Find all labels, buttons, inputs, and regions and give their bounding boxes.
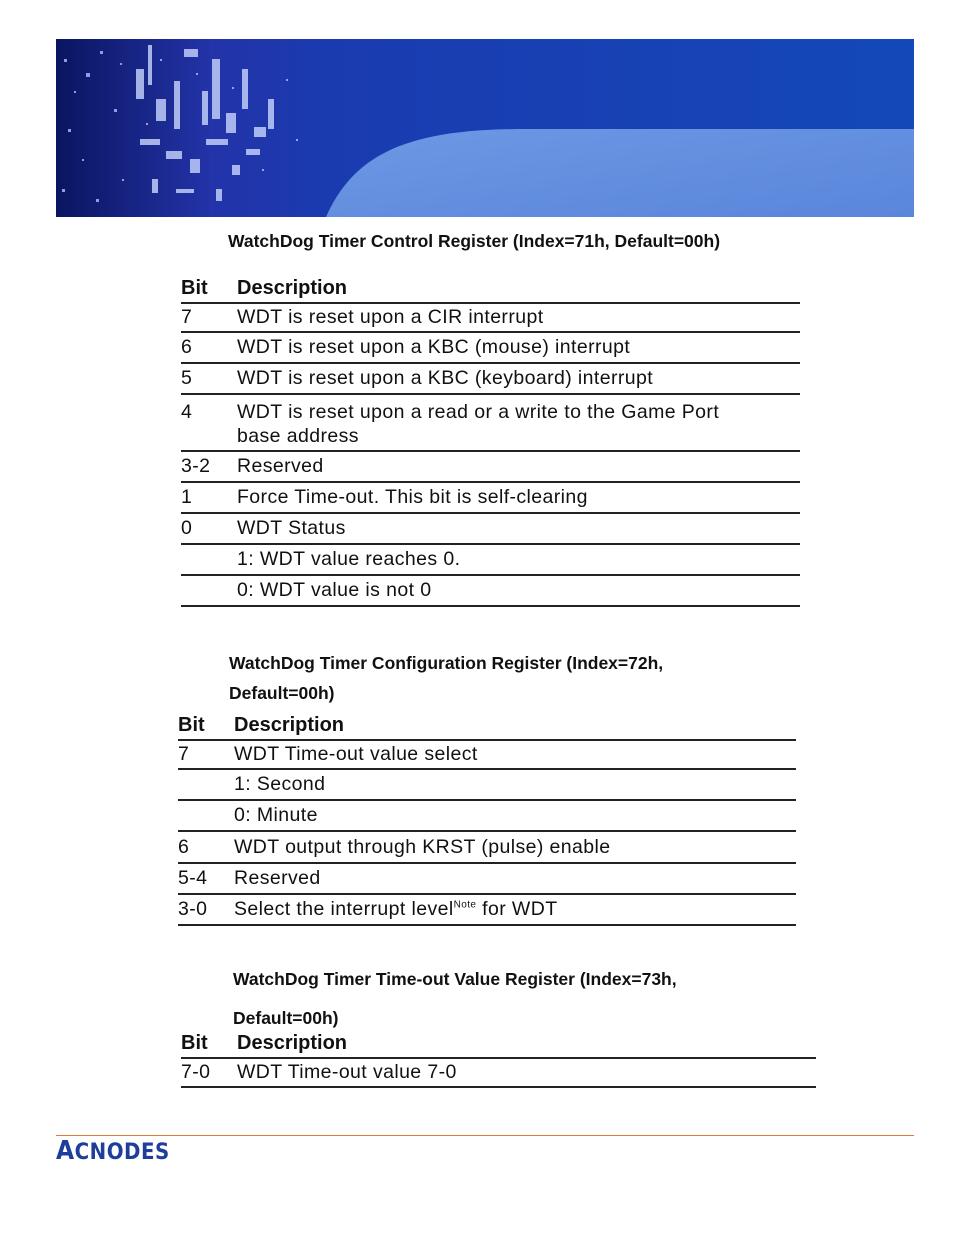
section-title-configuration-register <box>229 648 663 708</box>
table-row <box>181 395 800 452</box>
bit-cell: 3-2 <box>181 455 211 477</box>
description-cell <box>234 898 796 921</box>
section-title-line: WatchDog Timer Configuration Register (Index=72h, <box>229 653 664 673</box>
column-header-description: Description <box>234 714 345 736</box>
section-title-line: WatchDog Timer Control Register (Index=71h, Default=00h) <box>228 231 721 251</box>
description-cell <box>234 804 796 827</box>
description-line: Force Time-out. This bit is self-clearing <box>237 486 588 508</box>
section-title-control-register <box>228 231 720 252</box>
bit-cell: 4 <box>181 401 193 423</box>
description-line: WDT Time-out value select <box>234 743 478 765</box>
description-text: Select the interrupt level <box>234 898 454 920</box>
table-row <box>178 864 796 895</box>
column-header-bit: Bit <box>181 1032 208 1054</box>
description-line: Reserved <box>234 867 321 889</box>
description-line: WDT Time-out value 7-0 <box>237 1061 457 1083</box>
table-header <box>181 1029 816 1059</box>
section-title-line: Default=00h) <box>233 1008 339 1028</box>
table-header <box>181 274 800 304</box>
description-line: 1: Second <box>234 773 326 795</box>
table-row <box>178 770 796 801</box>
description-cell <box>237 336 800 359</box>
logo-rest: CNODES <box>74 1140 170 1165</box>
table-row <box>181 333 800 364</box>
column-header-description: Description <box>237 277 348 299</box>
control-register-table <box>181 274 800 607</box>
circuit-board-banner-image <box>56 39 914 217</box>
table-row <box>178 832 796 864</box>
description-line: WDT Status <box>237 517 346 539</box>
timeout-value-register-table <box>181 1029 816 1088</box>
table-row <box>181 364 800 395</box>
bit-cell: 7 <box>178 743 190 765</box>
description-cell <box>237 306 800 329</box>
bit-cell: 7 <box>181 306 193 328</box>
description-cell <box>234 836 796 859</box>
description-cell <box>234 867 796 890</box>
note-superscript: Note <box>453 899 477 911</box>
column-header-description: Description <box>237 1032 348 1054</box>
description-line: WDT is reset upon a KBC (mouse) interrupt <box>237 336 631 358</box>
description-line: base address <box>237 425 359 447</box>
header-banner <box>56 39 914 217</box>
description-cell <box>237 455 800 478</box>
bit-cell: 3-0 <box>178 898 208 920</box>
description-cell <box>234 743 796 766</box>
description-line: Reserved <box>237 455 324 477</box>
description-cell <box>237 486 800 509</box>
acnodes-logo <box>56 1138 170 1164</box>
table-row <box>181 514 800 545</box>
description-cell <box>237 1061 816 1084</box>
description-cell <box>237 367 800 390</box>
section-title-timeout-value-register <box>233 960 677 1038</box>
description-line: WDT is reset upon a CIR interrupt <box>237 306 544 328</box>
bit-cell: 1 <box>181 486 193 508</box>
description-cell <box>234 773 796 796</box>
table-row <box>178 741 796 770</box>
description-cell <box>237 548 800 571</box>
bit-cell: 7-0 <box>181 1061 211 1083</box>
bit-cell: 0 <box>181 517 193 539</box>
description-line: 1: WDT value reaches 0. <box>237 548 461 570</box>
table-row <box>181 1059 816 1088</box>
table-row <box>178 801 796 832</box>
column-header-bit: Bit <box>181 277 208 299</box>
description-line: WDT is reset upon a KBC (keyboard) interrupt <box>237 367 654 389</box>
logo-text <box>56 1136 170 1166</box>
configuration-register-table <box>178 711 796 926</box>
table-header <box>178 711 796 741</box>
bit-cell: 6 <box>181 336 193 358</box>
table-row <box>181 545 800 576</box>
table-row <box>178 895 796 926</box>
description-cell <box>237 517 800 540</box>
description-cell <box>237 400 800 448</box>
table-row <box>181 483 800 514</box>
description-line: 0: Minute <box>234 804 318 826</box>
column-header-bit: Bit <box>178 714 205 736</box>
description-text: for WDT <box>476 898 558 920</box>
description-line: 0: WDT value is not 0 <box>237 579 432 601</box>
logo-initial: A <box>56 1136 75 1166</box>
section-title-line: WatchDog Timer Time-out Value Register (Index=73h, <box>233 969 677 989</box>
footer-divider <box>56 1135 914 1136</box>
bit-cell: 5 <box>181 367 193 389</box>
description-cell <box>237 579 800 602</box>
table-row <box>181 576 800 607</box>
description-line: WDT output through KRST (pulse) enable <box>234 835 611 858</box>
section-title-line: Default=00h) <box>229 683 335 703</box>
bit-cell: 6 <box>178 835 190 858</box>
bit-cell: 5-4 <box>178 867 208 889</box>
table-row <box>181 304 800 333</box>
description-line: WDT is reset upon a read or a write to the Game Port <box>237 401 720 423</box>
table-row <box>181 452 800 483</box>
